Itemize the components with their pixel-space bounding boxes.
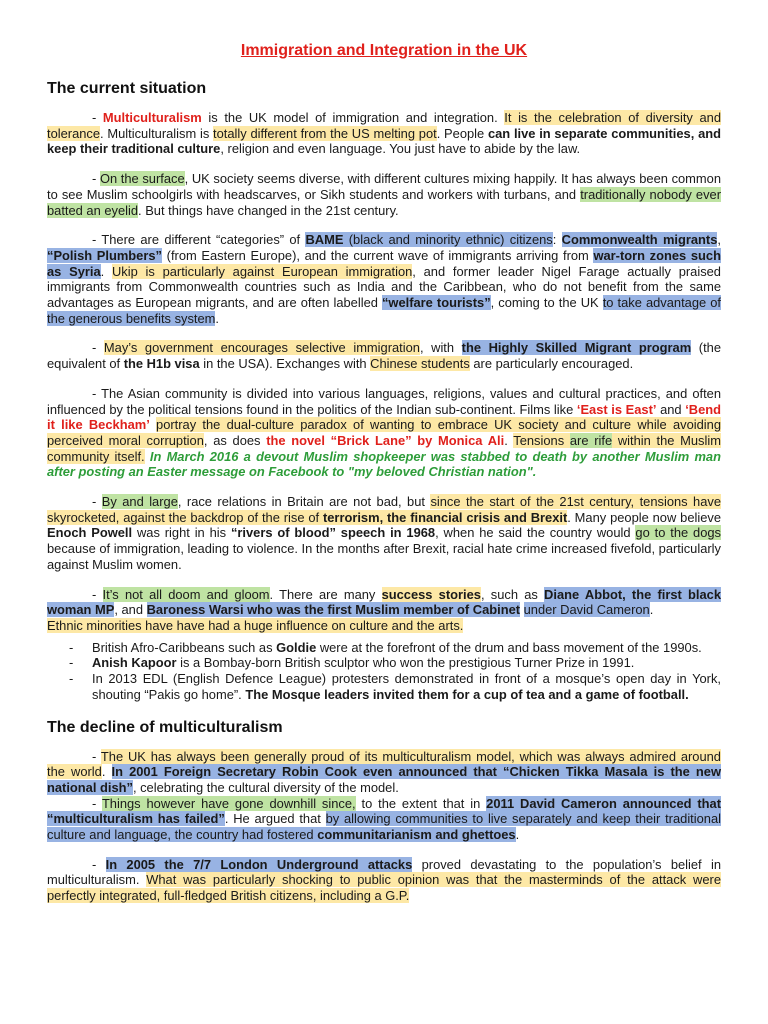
text-run: .: [215, 310, 219, 326]
text-run: ‘Bend it like Beckham’: [47, 401, 721, 433]
text-run: By and large: [101, 494, 178, 510]
paragraph-selective-immigration: [47, 340, 721, 371]
text-run: -: [92, 856, 106, 872]
text-run: , such as: [480, 586, 545, 602]
text-run: were at the forefront of the drum and bass movement of the 1990s.: [316, 639, 702, 655]
text-run: are rife: [569, 432, 613, 448]
document-title: Immigration and Integration in the UK: [240, 42, 528, 59]
text-run: -: [92, 171, 100, 187]
text-run: portray the dual-culture paradox of wanting to embrace UK society and culture while avoiding perceived moral corruption: [47, 417, 721, 448]
text-run: to the extent that in: [355, 795, 487, 811]
text-run: Things however have gone downhill since,: [101, 795, 356, 811]
text-run: . Multiculturalism is: [100, 125, 214, 141]
text-run: “rivers of blood” speech in 1968: [230, 525, 436, 541]
text-run: - The Asian community is divided into various languages, religions, values and cultural practices, and often influenced by the political tensions found in the politics of the Indian sub-continent. Films like: [47, 385, 721, 417]
text-run: totally different from the US melting pot: [213, 125, 437, 141]
text-run: , and former leader Nigel Farage actually praised immigrants from Commonwealth countries such as India and the Caribbean, who do not benefit from the same advantages as European migrants, and are often labelled: [47, 263, 721, 311]
text-run: . There are many: [269, 586, 382, 602]
text-run: -: [92, 795, 102, 811]
text-run: communitarianism and ghettoes: [317, 827, 516, 843]
text-run: (from Eastern Europe), and the current wave of immigrants arriving from: [161, 247, 594, 263]
text-run: - There are different “categories” of: [92, 232, 306, 248]
text-run: to take advantage of the generous benefits system: [47, 295, 721, 326]
text-run: Diane Abbot, the first black woman MP: [47, 586, 721, 618]
text-run: Goldie: [276, 639, 317, 655]
text-run: May’s government encourages selective immigration: [103, 340, 420, 356]
text-run: can live in separate communities, and keep their traditional culture: [47, 125, 721, 157]
bullet-list: [47, 640, 721, 703]
text-run: terrorism, the financial crisis and Brexit: [322, 509, 568, 525]
text-run: .: [515, 827, 520, 843]
text-run: ‘East is East’: [576, 401, 657, 417]
text-run: -: [92, 494, 102, 510]
text-run: are particularly encouraged.: [469, 356, 634, 372]
text-run: Baroness Warsi who was the first Muslim member of Cabinet: [146, 602, 521, 618]
paragraph-multiculturalism: [47, 110, 721, 157]
text-run: since the start of the 21st century, tensions have skyrocketed, against the backdrop of the rise of: [47, 494, 722, 525]
text-run: Multiculturalism: [102, 110, 202, 125]
text-run: Commonwealth migrants: [561, 232, 718, 248]
text-run: in the USA). Exchanges with: [199, 356, 371, 372]
text-run: within the Muslim community itself.: [47, 432, 721, 464]
paragraph-downhill: [47, 796, 721, 843]
paragraph-proud-model: [47, 749, 721, 796]
paragraph-ethnic-minorities: [47, 618, 721, 634]
text-run: -: [92, 110, 103, 125]
text-run: , when he said the country would: [435, 525, 636, 541]
section-heading-decline: The decline of multiculturalism: [47, 718, 283, 736]
text-run: , religion and even language. You just have to abide by the law.: [220, 141, 581, 157]
paragraph-asian-community: [47, 386, 721, 480]
text-run: , as does: [203, 432, 267, 448]
text-run: .: [101, 764, 112, 780]
text-run: :: [552, 232, 562, 248]
text-run: “welfare tourists”: [381, 295, 491, 311]
text-run: the novel “Brick Lane” by Monica Ali: [266, 432, 505, 448]
text-run: “Polish Plumbers”: [47, 247, 162, 263]
text-run: under David Cameron: [523, 602, 650, 618]
text-run: . Many people now believe: [567, 509, 721, 525]
text-run: success stories: [381, 586, 481, 602]
text-run: is a Bombay-born British sculptor who won the prestigious Turner Prize in 1991.: [176, 655, 635, 671]
text-run: ,: [717, 232, 721, 248]
paragraph-categories: [47, 232, 721, 326]
text-run: .: [649, 602, 654, 618]
section-heading-current-situation: The current situation: [47, 80, 207, 97]
text-run: , celebrating the cultural diversity of the model.: [132, 779, 399, 795]
text-run: What was particularly shocking to public opinion was that the masterminds of the attack were perfectly integrated, full-fledged British citizens, including a G.P.: [47, 872, 721, 904]
text-run: (black and minority ethnic) citizens: [343, 232, 553, 248]
text-run: .: [504, 432, 514, 448]
text-run: It is the celebration of diversity and tolerance: [47, 110, 722, 141]
text-run: British Afro-Caribbeans such as: [92, 639, 277, 655]
text-run: , coming to the UK: [490, 295, 603, 311]
text-run: In 2013 EDL (English Defence League) protesters demonstrated in front of a mosque’s open day in York, shouting “Pakis go home”.: [92, 671, 721, 702]
paragraph-race-relations: [47, 494, 721, 573]
text-run: In 2001 Foreign Secretary Robin Cook even announced that “Chicken Tikka Masala is the new national dish”: [47, 764, 721, 795]
text-run: -: [92, 748, 101, 764]
text-run: (the equivalent of: [47, 340, 722, 372]
text-run: Enoch Powell: [47, 525, 133, 541]
text-run: traditionally nobody ever batted an eyelid: [47, 186, 721, 218]
text-run: , with: [419, 340, 462, 356]
paragraph-on-the-surface: [47, 171, 721, 218]
text-run: In March 2016 a devout Muslim shopkeeper was stabbed to death by another Muslim man after posting an Easter message on Facebook to "my beloved Christian nation".: [47, 448, 721, 480]
list-item: [47, 655, 721, 671]
text-run: Anish Kapoor: [92, 655, 177, 671]
paragraph-london-attacks: [47, 857, 721, 904]
text-run: 2011 David Cameron announced that “multiculturalism has failed”: [47, 795, 721, 827]
text-run: and: [656, 401, 686, 417]
text-run: by allowing communities to live separately and keep their traditional culture and language, the country had fostered: [47, 811, 721, 843]
text-run: . He argued that: [224, 811, 326, 827]
text-run: war-torn zones such as Syria: [47, 247, 721, 279]
text-run: , UK society seems diverse, with different cultures mixing happily. It has always been common to see Muslim schoolgirls with headscarves, or Sikh students and workers with turbans, and: [47, 171, 721, 202]
text-run: , race relations in Britain are not bad, but: [177, 494, 431, 510]
text-run: BAME: [305, 232, 344, 248]
text-run: the H1b visa: [123, 356, 200, 372]
text-run: go to the dogs: [635, 525, 721, 541]
text-run: proved devastating to the population’s belief in multiculturalism.: [47, 856, 721, 888]
text-run: . But things have changed in the 21st century.: [138, 202, 399, 218]
text-run: In 2005 the 7/7 London Underground attacks: [105, 856, 413, 872]
text-run: Ukip is particularly against European immigration: [111, 263, 413, 279]
text-run: . People: [436, 125, 488, 141]
text-run: was right in his: [132, 525, 231, 541]
text-run: The UK has always been generally proud of its multiculturalism model, which was always admired around the world: [47, 748, 721, 780]
text-run: On the surface: [99, 171, 185, 187]
text-run: the Highly Skilled Migrant program: [461, 340, 692, 356]
text-run: is the UK model of immigration and integration.: [201, 110, 505, 125]
text-run: .: [100, 263, 112, 279]
text-run: The Mosque leaders invited them for a cup of tea and a game of football.: [245, 686, 689, 702]
text-run: Tensions: [513, 432, 570, 448]
text-run: Ethnic minorities have have had a huge influence on culture and the arts.: [47, 617, 464, 633]
text-run: -: [92, 340, 104, 356]
text-run: It’s not all doom and gloom: [102, 586, 270, 602]
text-run: , and: [114, 602, 147, 618]
text-run: because of immigration, leading to violence. In the months after Brexit, racial hate crime increased fivefold, particularly against Muslim women.: [47, 541, 721, 572]
list-item: [47, 671, 721, 702]
list-item: [47, 640, 721, 656]
paragraph-success-stories: [47, 587, 721, 618]
text-run: Chinese students: [370, 356, 470, 372]
text-run: -: [92, 586, 103, 602]
